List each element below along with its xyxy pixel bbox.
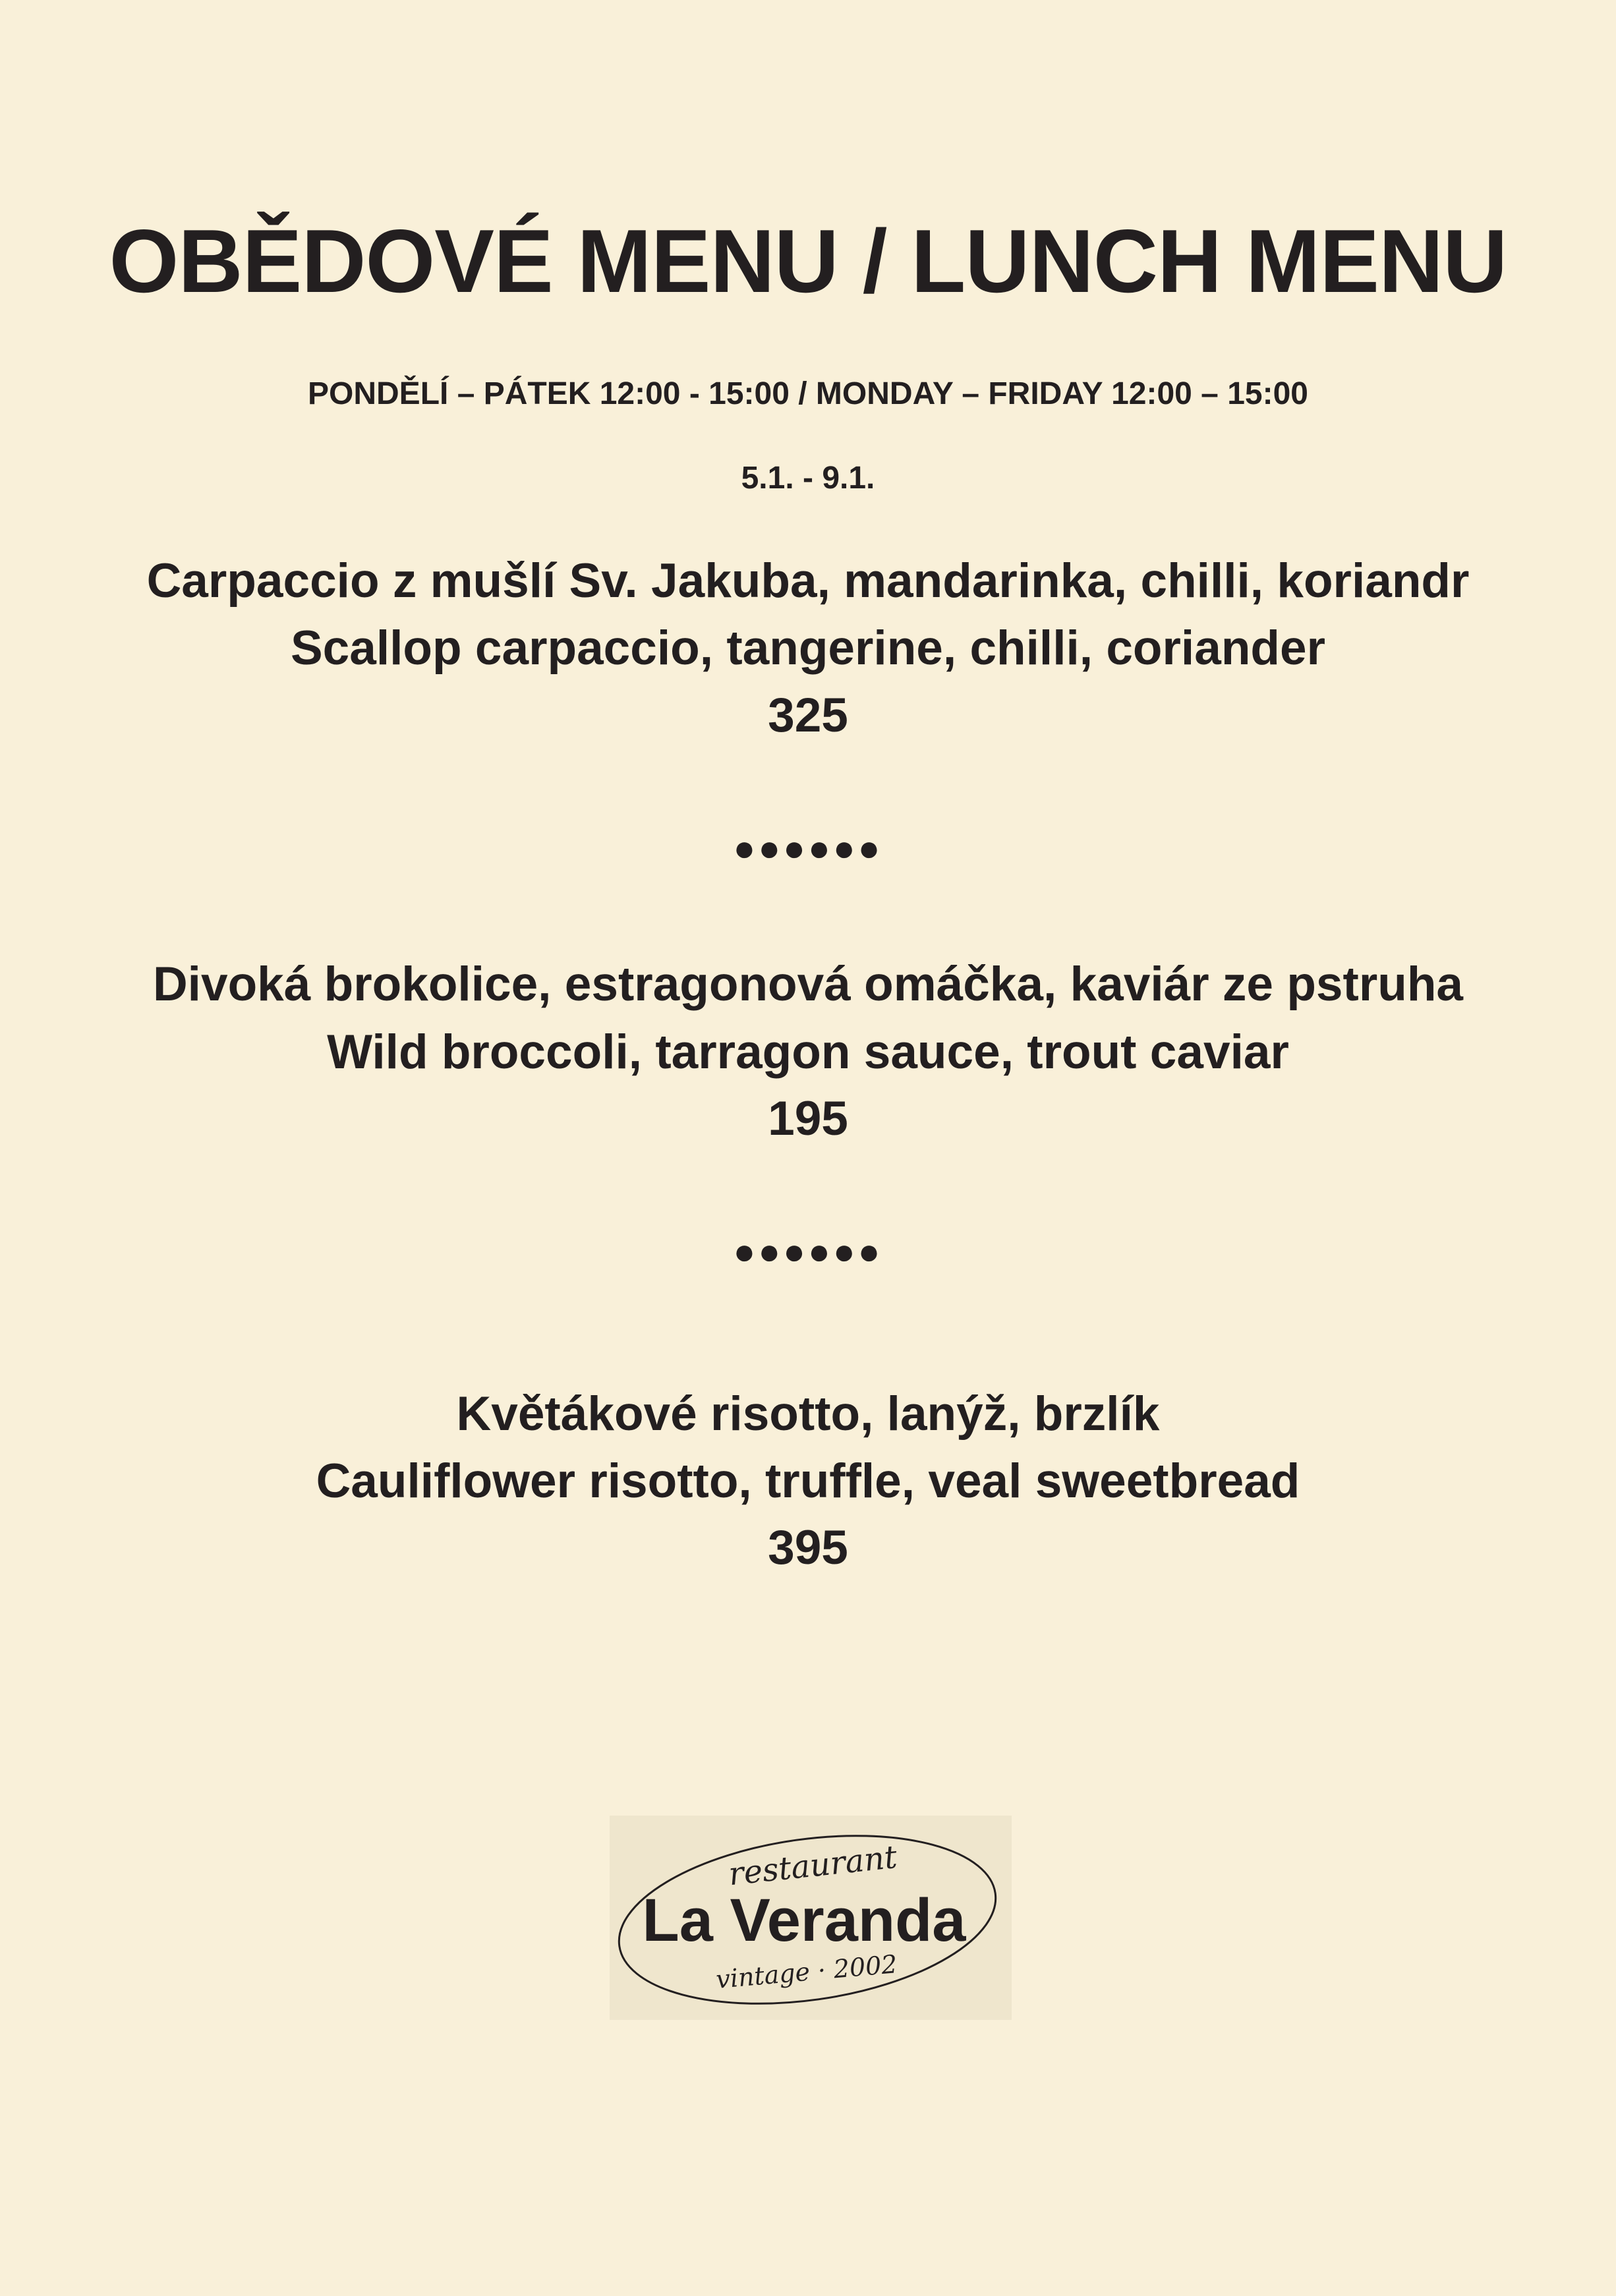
logo-restaurant-text: restaurant: [726, 1838, 899, 1893]
dish-2-price: 195: [768, 1092, 848, 1145]
dish-3-price: 395: [768, 1521, 848, 1574]
dish-2-name-cz: Divoká brokolice, estragonová omáčka, kaviár ze pstruha: [152, 958, 1464, 1011]
logo-vintage-text: vintage · 2002: [714, 1949, 899, 1994]
separator-2: ●●●●●●: [733, 1230, 883, 1272]
opening-hours: PONDĚLÍ – PÁTEK 12:00 - 15:00 / MONDAY – FRIDAY 12:00 – 15:00: [308, 376, 1308, 411]
menu-dates: 5.1. - 9.1.: [741, 461, 875, 496]
restaurant-logo: [610, 1816, 1012, 2020]
page-title: OBĚDOVÉ MENU / LUNCH MENU: [109, 211, 1507, 311]
dish-2-name-en: Wild broccoli, tarragon sauce, trout caviar: [327, 1025, 1289, 1079]
dish-3-name-cz: Květákové risotto, lanýž, brzlík: [456, 1387, 1160, 1441]
dish-1-name-cz: Carpaccio z mušlí Sv. Jakuba, mandarinka, chilli, koriandr: [146, 554, 1470, 608]
dish-1-name-en: Scallop carpaccio, tangerine, chilli, coriander: [290, 621, 1326, 675]
logo-emblem: [610, 1816, 1012, 2020]
dish-3-name-en: Cauliflower risotto, truffle, veal sweetbread: [316, 1454, 1300, 1508]
dish-1-price: 325: [768, 689, 848, 742]
logo-name-text: La Veranda: [642, 1887, 966, 1954]
separator-1: ●●●●●●: [733, 827, 883, 869]
